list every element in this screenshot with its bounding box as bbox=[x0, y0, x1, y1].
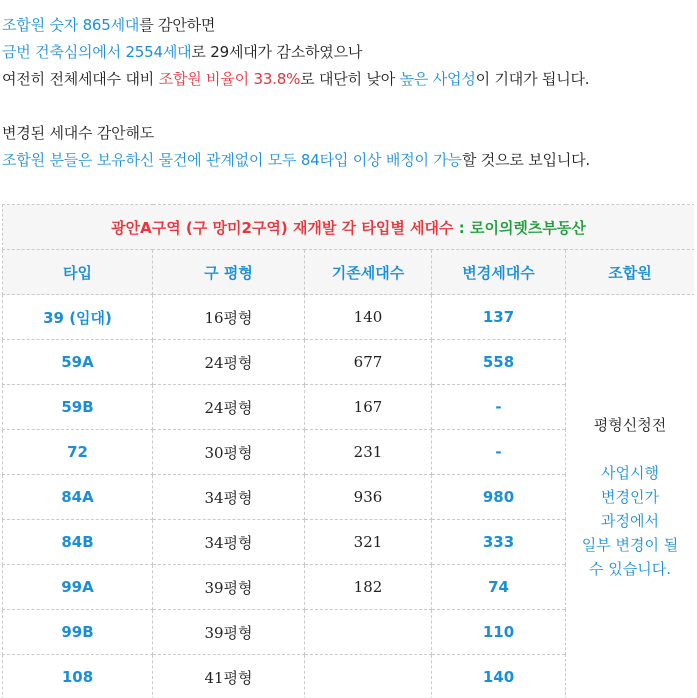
cell-type: 39 (임대) bbox=[3, 295, 153, 340]
cell-type: 84A bbox=[3, 475, 153, 520]
member-note-line: 변경인가 bbox=[601, 488, 659, 506]
cell-existing: 677 bbox=[305, 340, 432, 385]
highlight-84-type: 조합원 분들은 보유하신 물건에 관계없이 모두 84타입 이상 배정이 가능 bbox=[2, 151, 462, 169]
table-row bbox=[3, 295, 695, 340]
member-note-line: 일부 변경이 될 bbox=[581, 536, 679, 554]
header-type: 타입 bbox=[3, 250, 153, 295]
intro-line-2 bbox=[2, 39, 692, 66]
table-source: : 로이의렛츠부동산 bbox=[453, 218, 586, 237]
cell-changed: 74 bbox=[432, 565, 566, 610]
cell-old-pyeong: 41평형 bbox=[153, 655, 305, 698]
cell-existing bbox=[305, 610, 432, 655]
table-caption bbox=[3, 205, 695, 250]
cell-changed: 980 bbox=[432, 475, 566, 520]
cell-existing: 936 bbox=[305, 475, 432, 520]
cell-existing: 182 bbox=[305, 565, 432, 610]
cell-changed: - bbox=[432, 430, 566, 475]
intro-text: 로 대단히 낮아 bbox=[300, 70, 400, 88]
highlight-member-count: 조합원 숫자 865세대 bbox=[2, 16, 140, 34]
cell-changed: 110 bbox=[432, 610, 566, 655]
cell-changed: 140 bbox=[432, 655, 566, 698]
header-old-pyeong: 구 평형 bbox=[153, 250, 305, 295]
member-note-line: 수 있습니다. bbox=[589, 560, 671, 578]
cell-type: 72 bbox=[3, 430, 153, 475]
cell-old-pyeong: 39평형 bbox=[153, 610, 305, 655]
cell-changed: 333 bbox=[432, 520, 566, 565]
cell-type: 108 bbox=[3, 655, 153, 698]
cell-old-pyeong: 34평형 bbox=[153, 520, 305, 565]
cell-type: 59A bbox=[3, 340, 153, 385]
cell-type: 84B bbox=[3, 520, 153, 565]
cell-existing: 321 bbox=[305, 520, 432, 565]
cell-existing bbox=[305, 655, 432, 698]
table-caption-row bbox=[3, 205, 695, 250]
intro-text: 할 것으로 보입니다. bbox=[461, 151, 590, 169]
cell-existing: 140 bbox=[305, 295, 432, 340]
header-existing-units: 기존세대수 bbox=[305, 250, 432, 295]
cell-existing: 231 bbox=[305, 430, 432, 475]
table-header-row bbox=[3, 250, 695, 295]
unit-type-table bbox=[2, 204, 694, 698]
intro-text: 여전히 전체세대수 대비 bbox=[2, 70, 159, 88]
intro-line-5 bbox=[2, 147, 692, 174]
cell-member-note bbox=[566, 295, 695, 698]
intro-text: 로 29세대가 감소하였으나 bbox=[191, 43, 363, 61]
header-members: 조합원 bbox=[566, 250, 695, 295]
intro-text: 이 기대가 됩니다. bbox=[475, 70, 590, 88]
highlight-member-ratio: 조합원 비율이 33.8% bbox=[158, 70, 301, 88]
cell-existing: 167 bbox=[305, 385, 432, 430]
cell-old-pyeong: 34평형 bbox=[153, 475, 305, 520]
table-title: 광안A구역 (구 망미2구역) 재개발 각 타입별 세대수 bbox=[111, 218, 454, 237]
intro-line-3 bbox=[2, 66, 692, 93]
intro-text: 를 감안하면 bbox=[139, 16, 216, 34]
cell-changed: 558 bbox=[432, 340, 566, 385]
cell-old-pyeong: 24평형 bbox=[153, 385, 305, 430]
intro-line-4: 변경된 세대수 감안해도 bbox=[2, 124, 155, 142]
member-note-line: 사업시행 bbox=[601, 464, 659, 482]
highlight-profitability: 높은 사업성 bbox=[399, 70, 476, 88]
unit-table-container bbox=[2, 204, 694, 698]
cell-type: 59B bbox=[3, 385, 153, 430]
cell-type: 99B bbox=[3, 610, 153, 655]
cell-type: 99A bbox=[3, 565, 153, 610]
intro-line-1 bbox=[2, 12, 692, 39]
member-note-line: 과정에서 bbox=[601, 512, 659, 530]
header-changed-units: 변경세대수 bbox=[432, 250, 566, 295]
intro-paragraph bbox=[2, 12, 692, 174]
highlight-total-units: 금번 건축심의에서 2554세대 bbox=[2, 43, 192, 61]
cell-old-pyeong: 16평형 bbox=[153, 295, 305, 340]
cell-changed: 137 bbox=[432, 295, 566, 340]
member-status: 평형신청전 bbox=[593, 416, 667, 434]
cell-old-pyeong: 39평형 bbox=[153, 565, 305, 610]
cell-old-pyeong: 30평형 bbox=[153, 430, 305, 475]
cell-old-pyeong: 24평형 bbox=[153, 340, 305, 385]
cell-changed: - bbox=[432, 385, 566, 430]
